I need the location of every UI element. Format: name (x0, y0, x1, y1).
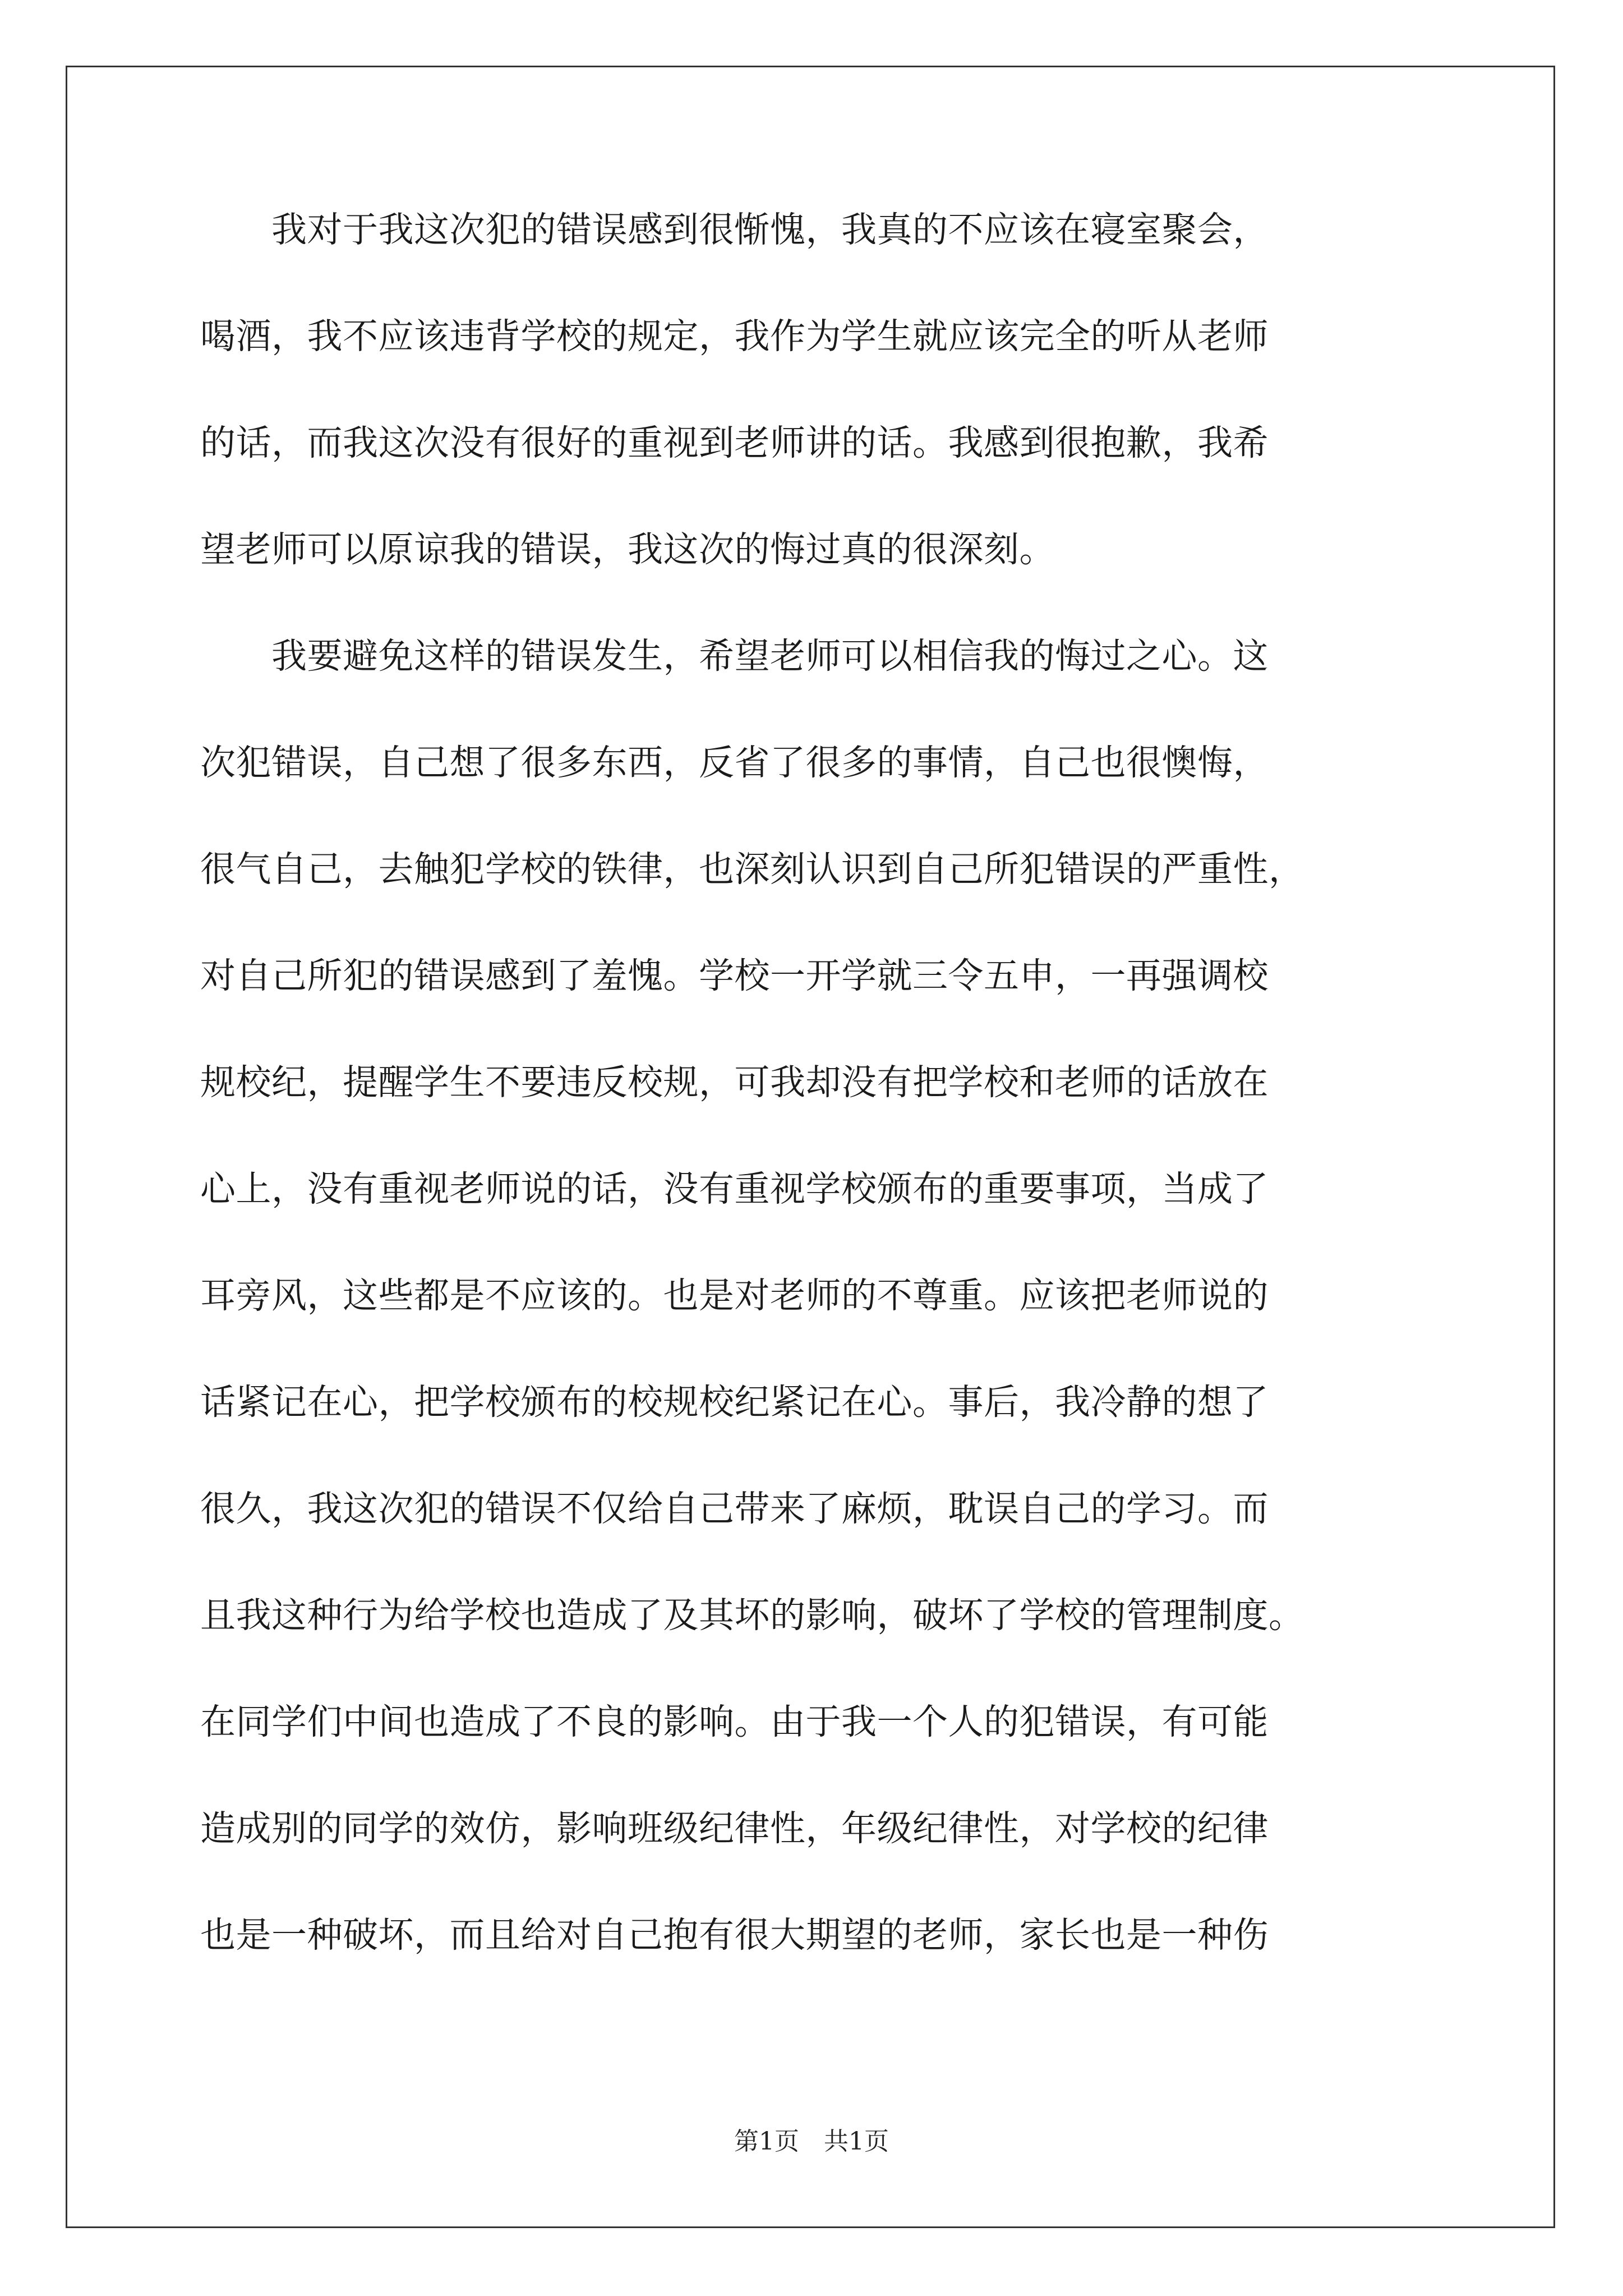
text-line: 规校纪，提醒学生不要违反校规，可我却没有把学校和老师的话放在 (200, 1062, 1269, 1103)
text-line: 对自己所犯的错误感到了羞愧。学校一开学就三令五申，一再强调校 (200, 955, 1269, 996)
text-line: 话紧记在心，把学校颁布的校规校纪紧记在心。事后，我冷静的想了 (200, 1382, 1269, 1423)
text-line: 造成别的同学的效仿，影响班级纪律性，年级纪律性，对学校的纪律 (200, 1808, 1269, 1849)
text-line: 的话，而我这次没有很好的重视到老师讲的话。我感到很抱歉，我希 (200, 422, 1269, 463)
text-line: 也是一种破坏，而且给对自己抱有很大期望的老师，家长也是一种伤 (200, 1915, 1269, 1955)
text-line: 次犯错误，自己想了很多东西，反省了很多的事情，自己也很懊悔， (200, 742, 1269, 783)
page-number-footer: 第1页 共1页 (734, 2127, 889, 2156)
text-line: 望老师可以原谅我的错误，我这次的悔过真的很深刻。 (200, 529, 1055, 570)
text-line: 心上，没有重视老师说的话，没有重视学校颁布的重要事项，当成了 (200, 1168, 1269, 1209)
text-line: 我对于我这次犯的错误感到很惭愧，我真的不应该在寝室聚会， (200, 209, 1269, 250)
text-line: 很久，我这次犯的错误不仅给自己带来了麻烦，耽误自己的学习。而 (200, 1488, 1269, 1529)
text-line: 耳旁风，这些都是不应该的。也是对老师的不尊重。应该把老师说的 (200, 1275, 1269, 1316)
text-line: 我要避免这样的错误发生，希望老师可以相信我的悔过之心。这 (200, 636, 1269, 677)
text-line: 在同学们中间也造成了不良的影响。由于我一个人的犯错误，有可能 (200, 1701, 1269, 1742)
text-line: 很气自己，去触犯学校的铁律，也深刻认识到自己所犯错误的严重性， (200, 849, 1304, 890)
text-line: 且我这种行为给学校也造成了及其坏的影响，破坏了学校的管理制度。 (200, 1595, 1304, 1636)
document-body (200, 210, 1423, 2022)
text-line: 喝酒，我不应该违背学校的规定，我作为学生就应该完全的听从老师 (200, 316, 1269, 357)
